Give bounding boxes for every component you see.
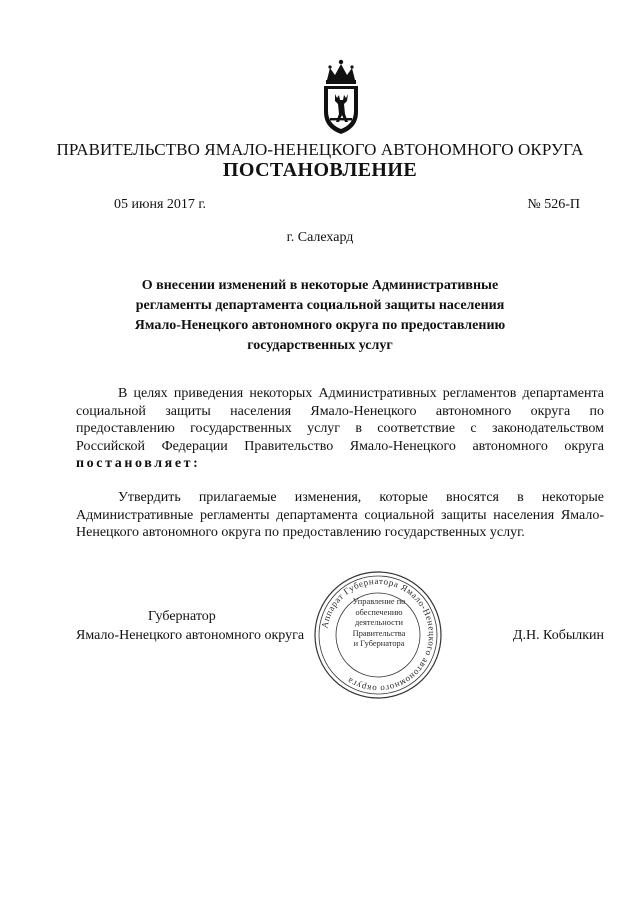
title-line: О внесении изменений в некоторые Административные (141, 278, 499, 293)
stamp-line: обеспечению (355, 607, 403, 617)
document-type: ПОСТАНОВЛЕНИЕ (222, 159, 418, 181)
title-line: Ямало-Ненецкого автономного округа по предоставлению (134, 318, 506, 333)
signatory-name: Д.Н. Кобылкин (512, 628, 604, 643)
title-line: государственных услуг (247, 338, 393, 353)
stamp-line: и Губернатора (353, 639, 405, 649)
coat-of-arms-emblem (318, 58, 364, 138)
preamble-paragraph (76, 385, 604, 473)
title-line: регламенты департамента социальной защиты населения (135, 298, 505, 313)
document-date: 05 июня 2017 г. (114, 197, 207, 212)
resolution-paragraph: Утвердить прилагаемые изменения, которые вносятся в некоторые Административные регламенты департамента социальной защиты населения Ямало-Ненецкого автономного округа по предоставлению государственных услуг. (76, 490, 604, 541)
stamp-line: Управление по (352, 597, 406, 606)
document-city: г. Салехард (286, 230, 354, 245)
document-number: № 526-П (527, 197, 580, 212)
stamp-line: Правительства (352, 628, 406, 638)
stamp-inner-text (348, 597, 410, 650)
signatory-region: Ямало-Ненецкого автономного округа (76, 628, 305, 643)
organization-name: ПРАВИТЕЛЬСТВО ЯМАЛО-НЕНЕЦКОГО АВТОНОМНОГО ОКРУГА (56, 140, 584, 159)
resolves-keyword: постановляет: (76, 456, 201, 472)
stamp-line: деятельности (355, 618, 403, 628)
signatory-position: Губернатор (148, 609, 216, 624)
document-title (95, 276, 545, 356)
preamble-text: В целях приведения некоторых Административных регламентов департамента социальной защиты населения Ямало-Ненецкого автономного округа по предоставлению государственных услуг в соответствие с законодательством Российской Федерации Правительство Ямало-Ненецкого автономного округа (76, 386, 604, 454)
stamp-ring-text: Аппарат Губернатора Ямало-Ненецкого автономного округа (319, 575, 438, 695)
